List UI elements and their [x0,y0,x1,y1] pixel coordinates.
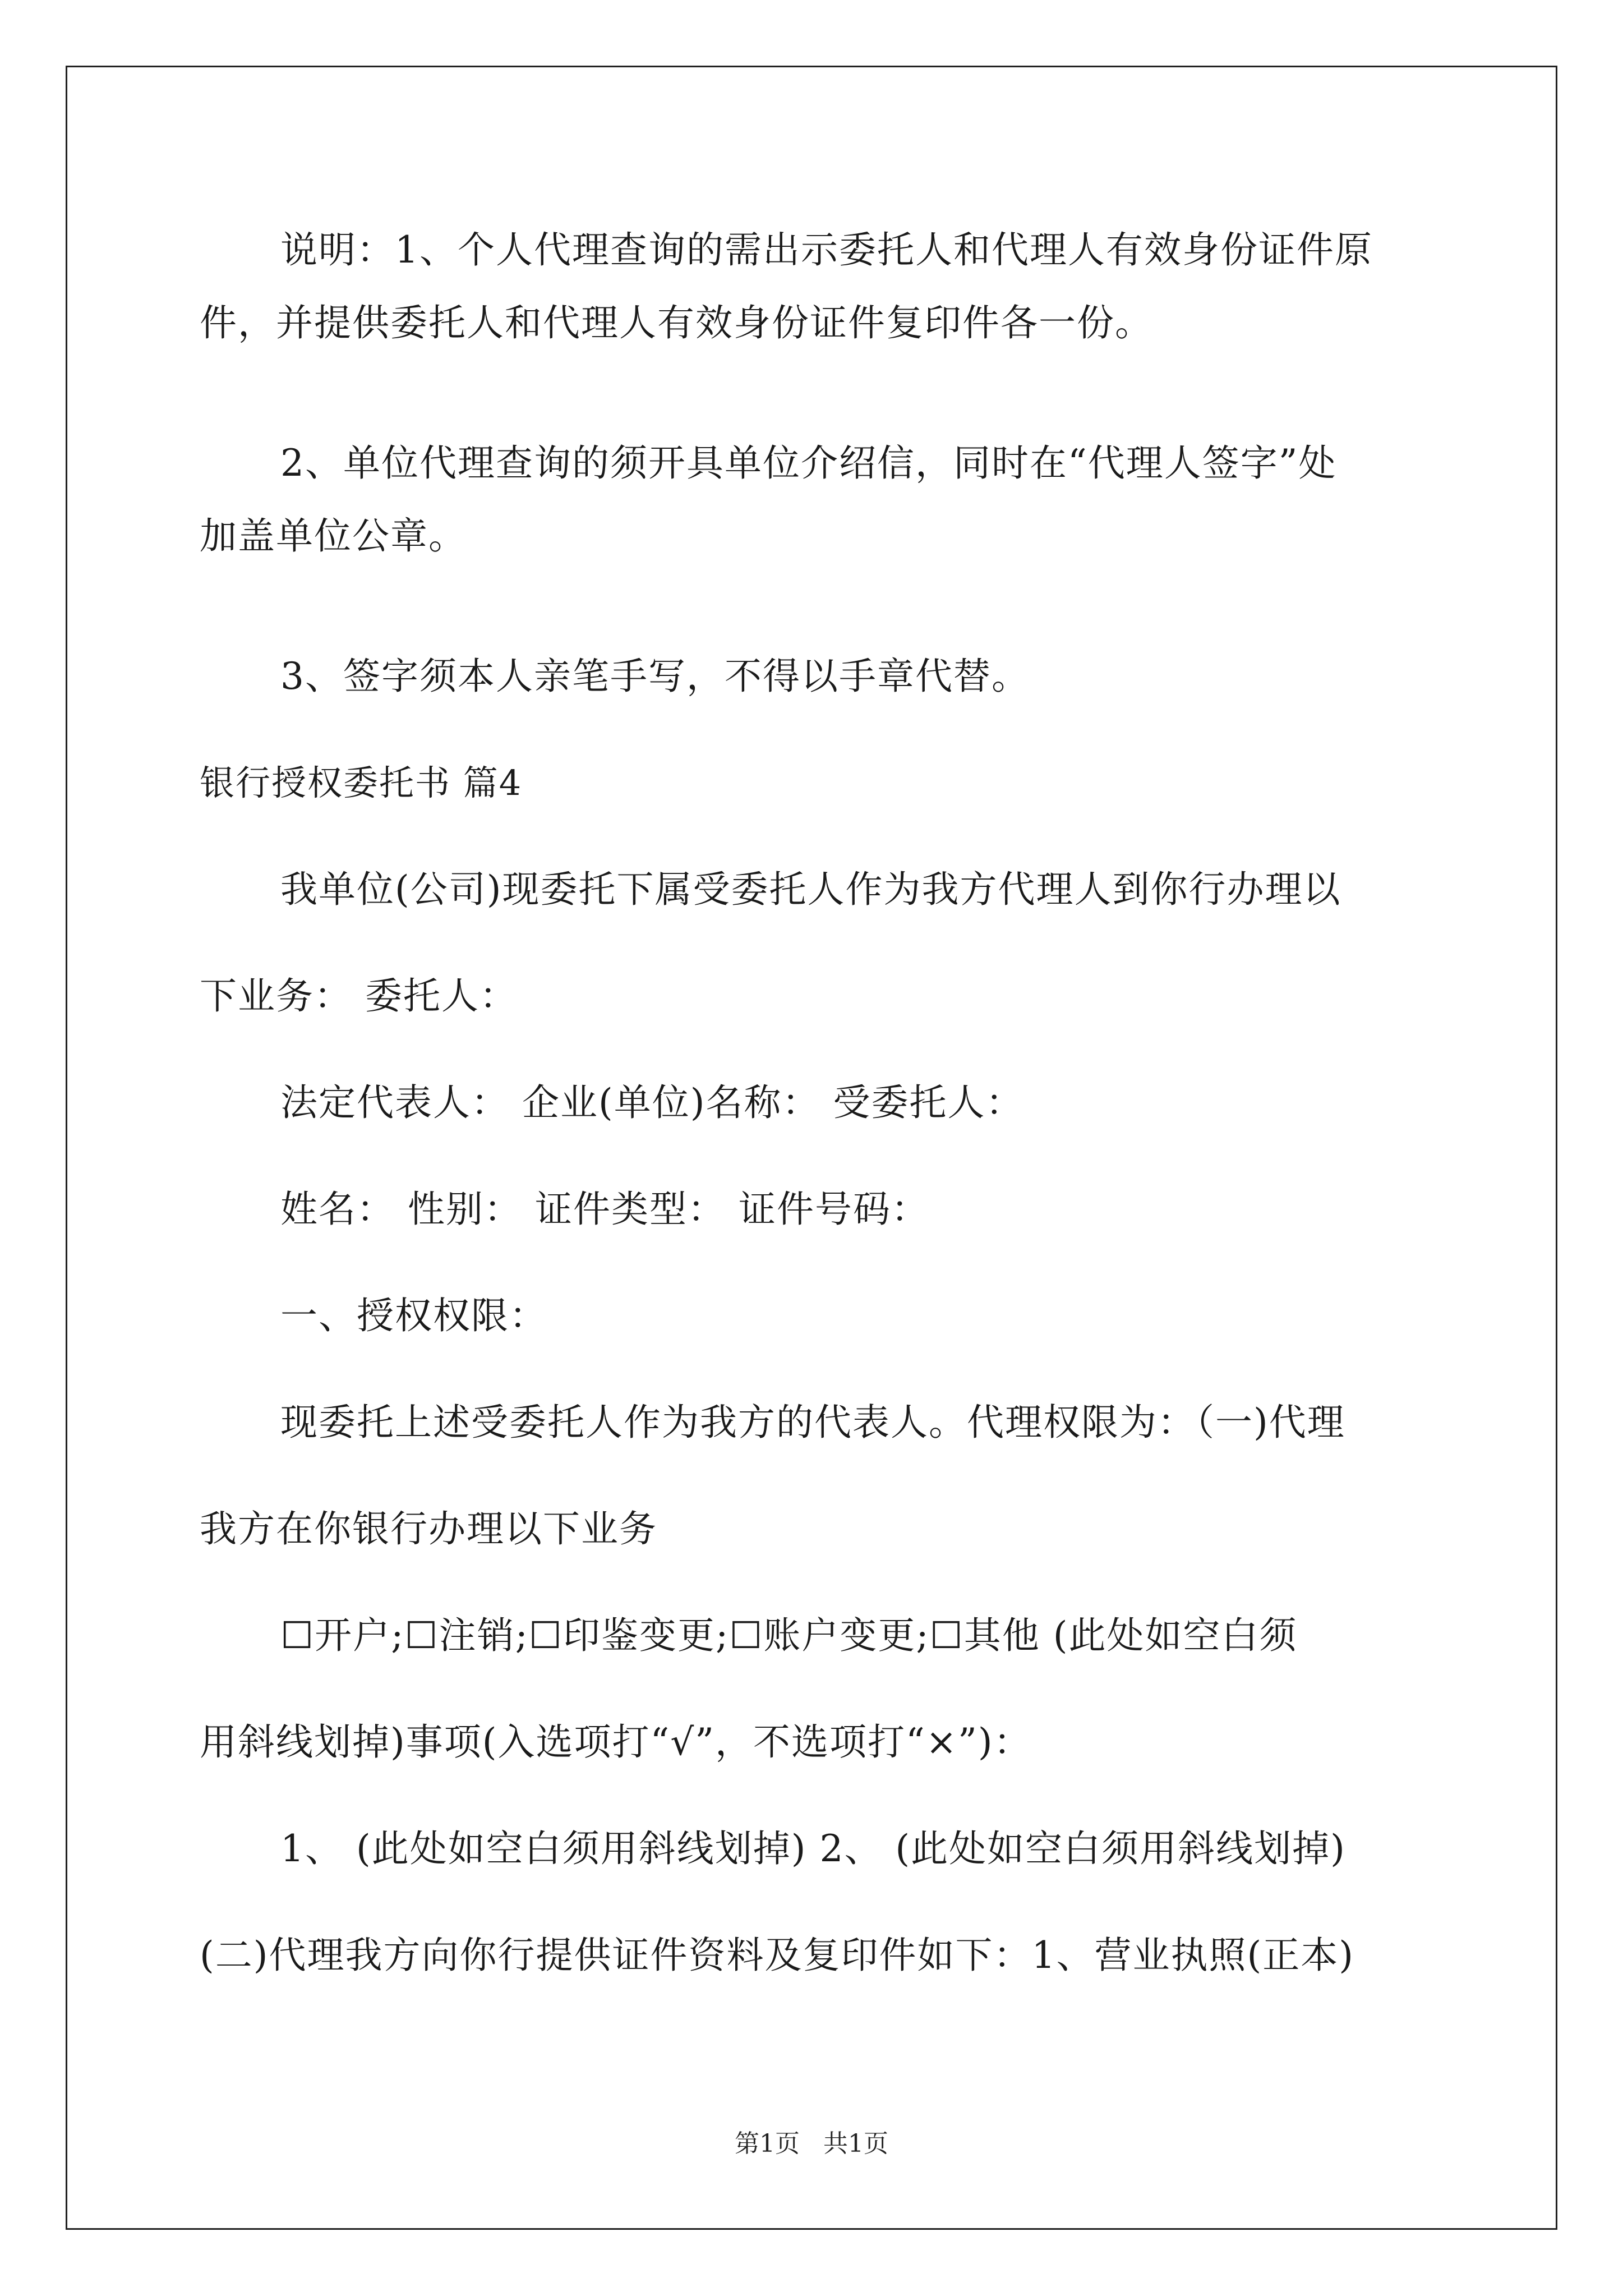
body-line-4: 姓名： 性别： 证件类型： 证件号码： [280,1188,929,1231]
note-line-3: 2、单位代理查询的须开具单位介绍信，同时在“代理人签字”处 [280,441,1337,485]
body-line-11: (二)代理我方向你行提供证件资料及复印件如下：1、营业执照(正本) [200,1934,1354,1977]
body-line-3: 法定代表人： 企业(单位)名称： 受委托人： [280,1081,1024,1124]
body-line-1: 我单位(公司)现委托下属受委托人作为我方代理人到你行办理以 [280,868,1341,911]
note-line-5: 3、签字须本人亲笔手写，不得以手章代替。 [280,655,1030,698]
body-line-9: 用斜线划掉)事项(入选项打“√”，不选项打“×”)： [200,1720,1032,1764]
body-line-10: 1、 (此处如空白须用斜线划掉) 2、 (此处如空白须用斜线划掉) [280,1827,1346,1870]
note-line-4: 加盖单位公章。 [200,514,467,558]
note-line-1: 说明：1、个人代理查询的需出示委托人和代理人有效身份证件原 [280,228,1373,272]
body-line-6: 现委托上述受委托人作为我方的代表人。代理权限为：（一)代理 [280,1401,1345,1444]
body-line-8: ☐开户;☐注销;☐印鉴变更;☐账户变更;☐其他 (此处如空白须 [280,1614,1298,1657]
page-footer [0,2128,1623,2160]
note-line-2: 件，并提供委托人和代理人有效身份证件复印件各一份。 [200,301,1153,344]
body-line-7: 我方在你银行办理以下业务 [200,1507,657,1550]
body-line-5: 一、授权权限： [280,1294,547,1337]
body-line-2: 下业务： 委托人： [200,974,518,1018]
section-heading: 银行授权委托书 篇4 [200,762,523,803]
page-border [66,66,1557,2230]
page-total: 共1页 [823,2129,888,2158]
page-number: 第1页 [735,2129,800,2158]
